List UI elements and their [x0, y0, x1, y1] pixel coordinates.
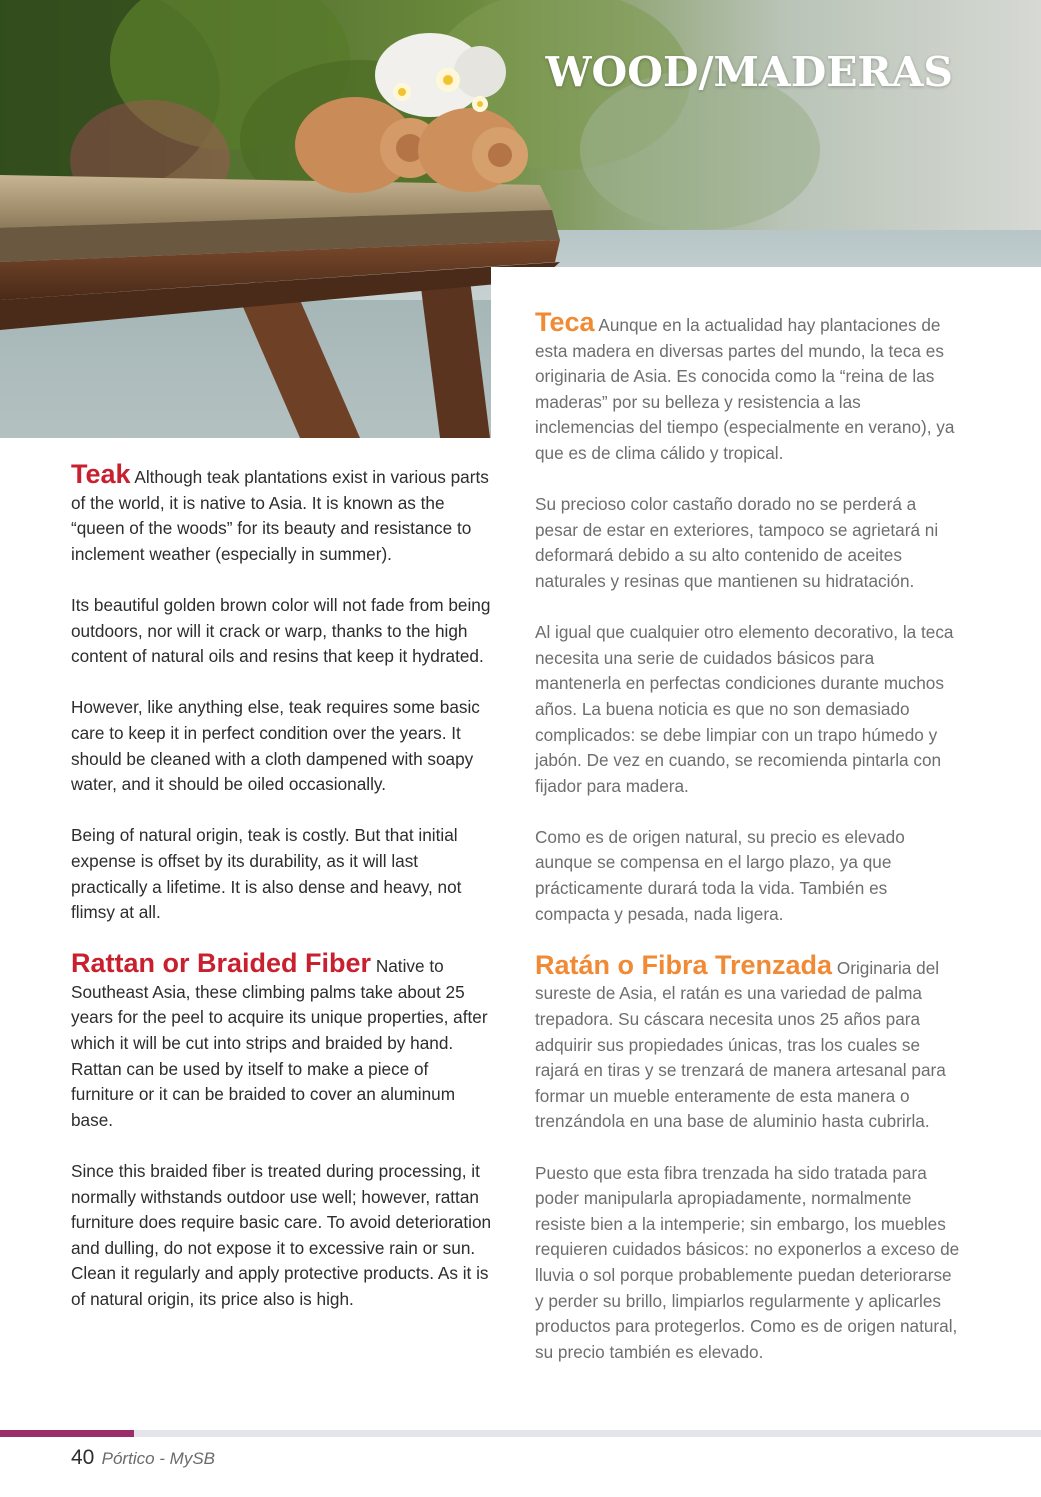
- rattan-paragraph-1: Rattan or Braided Fiber Native to Southeast Asia, these climbing palms take about 25 years for the peel to acquire its unique properties, after which it will be cut into strips and braided by hand. Rattan can be used by itself to make a piece of furniture or it can be braided to cover an aluminum base.: [71, 948, 488, 1130]
- footer-accent-bar: [0, 1430, 134, 1437]
- teca-paragraph-3: Al igual que cualquier otro elemento decorativo, la teca necesita una serie de cuidados básicos para mantenerla en perfectas condiciones durante muchos años. La buena noticia es que no son demasiado complicados: se debe limpiar con un trapo húmedo y jabón. De vez en cuando, se recomienda pintarla con fijador para madera.: [535, 622, 954, 796]
- page-title: WOOD/MADERAS: [545, 48, 953, 96]
- page-number: 40: [71, 1446, 95, 1469]
- footer-rule: [0, 1430, 1041, 1437]
- rattan-heading: Rattan or Braided Fiber: [71, 948, 372, 979]
- ratan-paragraph-2: Puesto que esta fibra trenzada ha sido tratada para poder manipularla apropiadamente, normalmente resiste bien a la intemperie; sin embargo, los muebles requieren cuidados básicos: no exponerlos a exceso de lluvia o sol porque probablemente puedan deteriorarse y perder su brillo, limpiarlos regularmente y aplicarles productos para protegerlos. Como es de origen natural, su precio también es elevado.: [535, 1162, 960, 1362]
- ratan-paragraph-1: Ratán o Fibra Trenzada Originaria del sureste de Asia, el ratán es una variedad de palma trepadora. Su cáscara necesita unos 25 años para adquirir sus propiedades únicas, tras los cuales se rajará en tiras y se trenzará de manera artesanal para formar un mueble enteramente de esta manera o trenzándola en una base de aluminio hasta cubrirla.: [535, 949, 946, 1132]
- teak-heading: Teak: [71, 459, 131, 489]
- teak-paragraph-2: Its beautiful golden brown color will not fade from being outdoors, nor will it crack or warp, thanks to the high content of natural oils and resins that keep it hydrated.: [71, 594, 491, 667]
- rattan-paragraph-2: Since this braided fiber is treated during processing, it normally withstands outdoor use well; however, rattan furniture does require basic care. To avoid deterioration and dulling, do not expose it to excessive rain or sun. Clean it regularly and apply protective products. As it is of natural origin, its price also is high.: [71, 1161, 492, 1309]
- teca-paragraph-4: Como es de origen natural, su precio es elevado aunque se compensa en el largo plazo, ya que prácticamente durará toda la vida. También es compacta y pesada, nada ligera.: [535, 826, 905, 924]
- teak-paragraph-4: Being of natural origin, teak is costly. But that initial expense is offset by its durability, as it will last practically a lifetime. It is also dense and heavy, not flimsy at all.: [71, 825, 462, 923]
- magazine-name: Pórtico - MySB: [101, 1449, 215, 1468]
- ratan-heading: Ratán o Fibra Trenzada: [535, 949, 833, 980]
- page-footer: [71, 1446, 215, 1470]
- teak-paragraph-1: Teak Although teak plantations exist in various parts of the world, it is native to Asia. It is known as the “queen of the woods” for its beauty and resistance to inclement weather (especially in summer).: [71, 459, 489, 564]
- teca-paragraph-2: Su precioso color castaño dorado no se perderá a pesar de estar en exteriores, tampoco se agrietará ni deformará debido a su alto contenido de aceites naturales y resinas que mantienen su hidratación.: [535, 494, 939, 591]
- english-column: [71, 459, 496, 1313]
- teak-paragraph-3: However, like anything else, teak requires some basic care to keep it in perfect condition over the years. It should be cleaned with a cloth dampened with soapy water, and it should be oiled occasionally.: [71, 697, 480, 795]
- teca-heading: Teca: [535, 307, 595, 337]
- teca-paragraph-1: Teca Aunque en la actualidad hay plantaciones de esta madera en diversas partes del mundo, la teca es originaria de Asia. Es conocida como la “reina de las maderas” por su belleza y resistencia a las inclemencias del tiempo (especialmente en verano), ya que es de clima cálido y tropical.: [535, 307, 955, 463]
- spanish-column: [535, 307, 960, 1365]
